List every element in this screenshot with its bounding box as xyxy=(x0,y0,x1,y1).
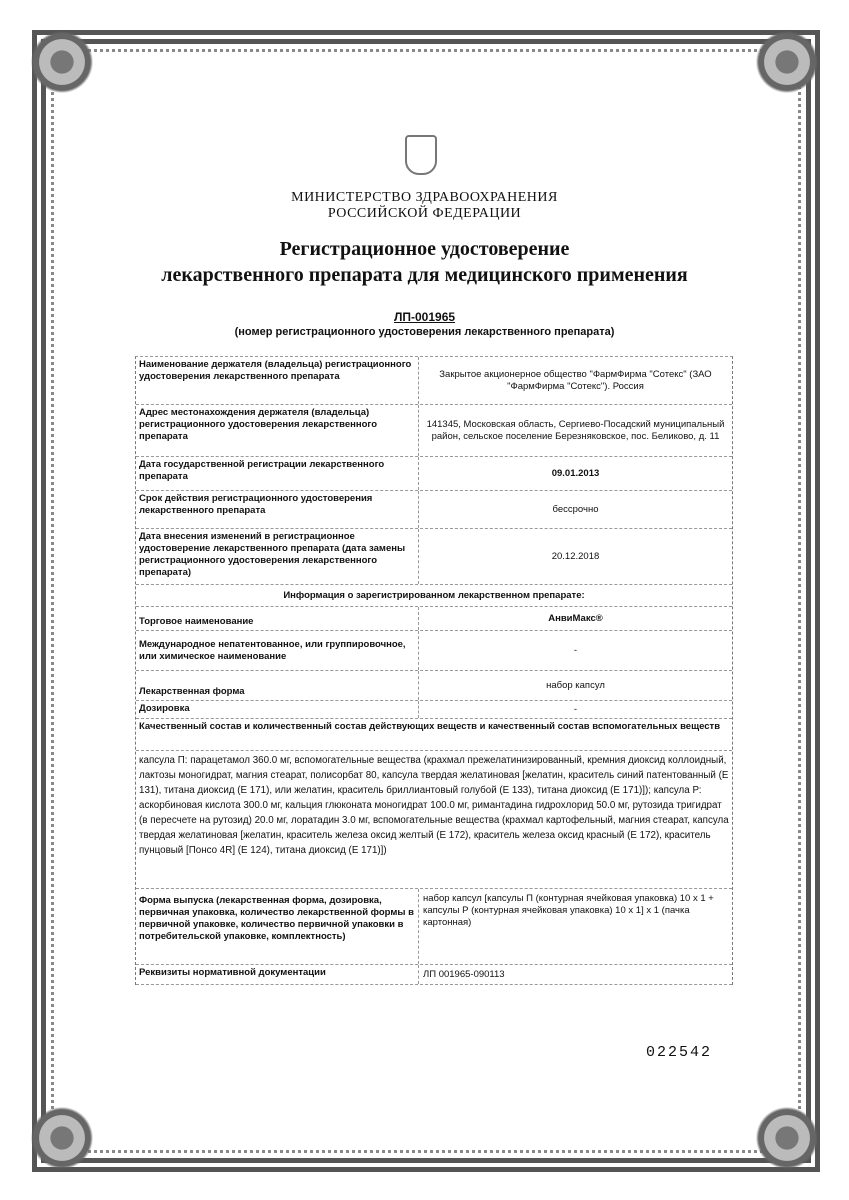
table-row xyxy=(136,607,732,631)
row-label: Адрес местонахождения держателя (владельца) регистрационного удостоверения лекарственного препарата xyxy=(136,405,419,456)
row-value: бессрочно xyxy=(552,503,599,515)
corner-ornament xyxy=(22,22,102,102)
row-value: 20.12.2018 xyxy=(551,550,600,562)
row-value: - xyxy=(573,703,578,715)
ministry-line: МИНИСТЕРСТВО ЗДРАВООХРАНЕНИЯ xyxy=(291,190,558,205)
corner-ornament xyxy=(747,1098,827,1178)
row-value: набор капсул [капсулы П (контурная ячейковая упаковка) 10 x 1 + капсулы Р (контурная ячейковая упаковка) 10 x 1] x 1 (пачка картонная) xyxy=(423,893,714,928)
table-row xyxy=(136,889,732,965)
row-label: Наименование держателя (владельца) регистрационного удостоверения лекарственного препарата xyxy=(136,357,419,404)
composition-text: капсула П: парацетамол 360.0 мг, вспомогательные вещества (крахмал прежелатинизированный, кремния диоксид коллоидный, лактозы моногидрат, магния стеарат, полисорбат 80, капсула твердая желатиновая [желатин, краситель синий патентованный (E 131), титана диоксид (E 171), или желатин, краситель бриллиантовый голубой (E 133), титана диоксид (E 171)]); капсула Р: аскорбиновая кислота 300.0 мг, кальция глюконата моногидрат 100.0 мг, римантадина гидрохлорид 50.0 мг, рутозида тригидрат (в пересчете на рутозид) 20.0 мг, лоратадин 3.0 мг, вспомогательные вещества (крахмал картофельный, магния стеарат, капсула твердая желатиновая [желатин, краситель железа оксид желтый (E 172), краситель железа оксид красный (E 172), краситель пунцовый [Понсо 4R] (E 124), титана диоксид (E 171)]) xyxy=(136,751,732,889)
table-row xyxy=(136,405,732,457)
composition-header: Качественный состав и количественный состав действующих веществ и качественный состав вспомогательных веществ xyxy=(136,719,732,751)
info-header: Информация о зарегистрированном лекарственном препарате: xyxy=(136,585,732,607)
table-row xyxy=(136,671,732,701)
document-title xyxy=(0,236,849,288)
corner-ornament xyxy=(22,1098,102,1178)
row-label: Лекарственная форма xyxy=(136,671,419,700)
holder-table xyxy=(135,356,733,985)
table-row xyxy=(136,491,732,529)
coat-of-arms-emblem xyxy=(405,135,437,175)
row-value: - xyxy=(573,644,578,656)
row-value: Закрытое акционерное общество "ФармФирма "Сотекс" (ЗАО "ФармФирма "Сотекс"). Россия xyxy=(439,368,712,392)
row-label: Торговое наименование xyxy=(136,607,419,630)
row-value: 09.01.2013 xyxy=(551,467,600,479)
row-value: 141345, Московская область, Сергиево-Посадский муниципальный район, сельское поселение Березняковское, пос. Беликово, д. 11 xyxy=(426,418,725,442)
ministry-name xyxy=(0,190,849,222)
registration-number: ЛП-001965 xyxy=(393,310,456,324)
row-value: ЛП 001965-090113 xyxy=(423,968,505,980)
corner-ornament xyxy=(747,22,827,102)
ministry-line: РОССИЙСКОЙ ФЕДЕРАЦИИ xyxy=(327,206,522,221)
row-label: Дата государственной регистрации лекарственного препарата xyxy=(136,457,419,490)
row-label: Реквизиты нормативной документации xyxy=(136,965,419,984)
row-label: Срок действия регистрационного удостоверения лекарственного препарата xyxy=(136,491,419,528)
table-row xyxy=(136,701,732,719)
registration-number-caption: (номер регистрационного удостоверения лекарственного препарата) xyxy=(234,326,615,338)
table-row xyxy=(136,357,732,405)
table-row xyxy=(136,631,732,671)
table-row xyxy=(136,457,732,491)
title-line: лекарственного препарата для медицинского применения xyxy=(161,264,688,286)
table-row xyxy=(136,529,732,585)
serial-number: 022542 xyxy=(646,1044,713,1061)
row-label: Международное непатентованное, или группировочное, или химическое наименование xyxy=(136,631,419,670)
row-value: АнвиМакс® xyxy=(548,612,603,624)
row-label: Дозировка xyxy=(136,701,419,718)
table-row xyxy=(136,965,732,985)
row-label: Дата внесения изменений в регистрационное удостоверение лекарственного препарата (дата замены регистрационного удостоверения лекарственного препарата) xyxy=(136,529,419,584)
title-line: Регистрационное удостоверение xyxy=(279,238,570,260)
row-label: Форма выпуска (лекарственная форма, дозировка, первичная упаковка, количество лекарственной формы в первичной упаковке, количество первичной упаковки в потребительской упаковке, комплектность) xyxy=(136,889,419,964)
row-value: набор капсул xyxy=(546,679,605,691)
